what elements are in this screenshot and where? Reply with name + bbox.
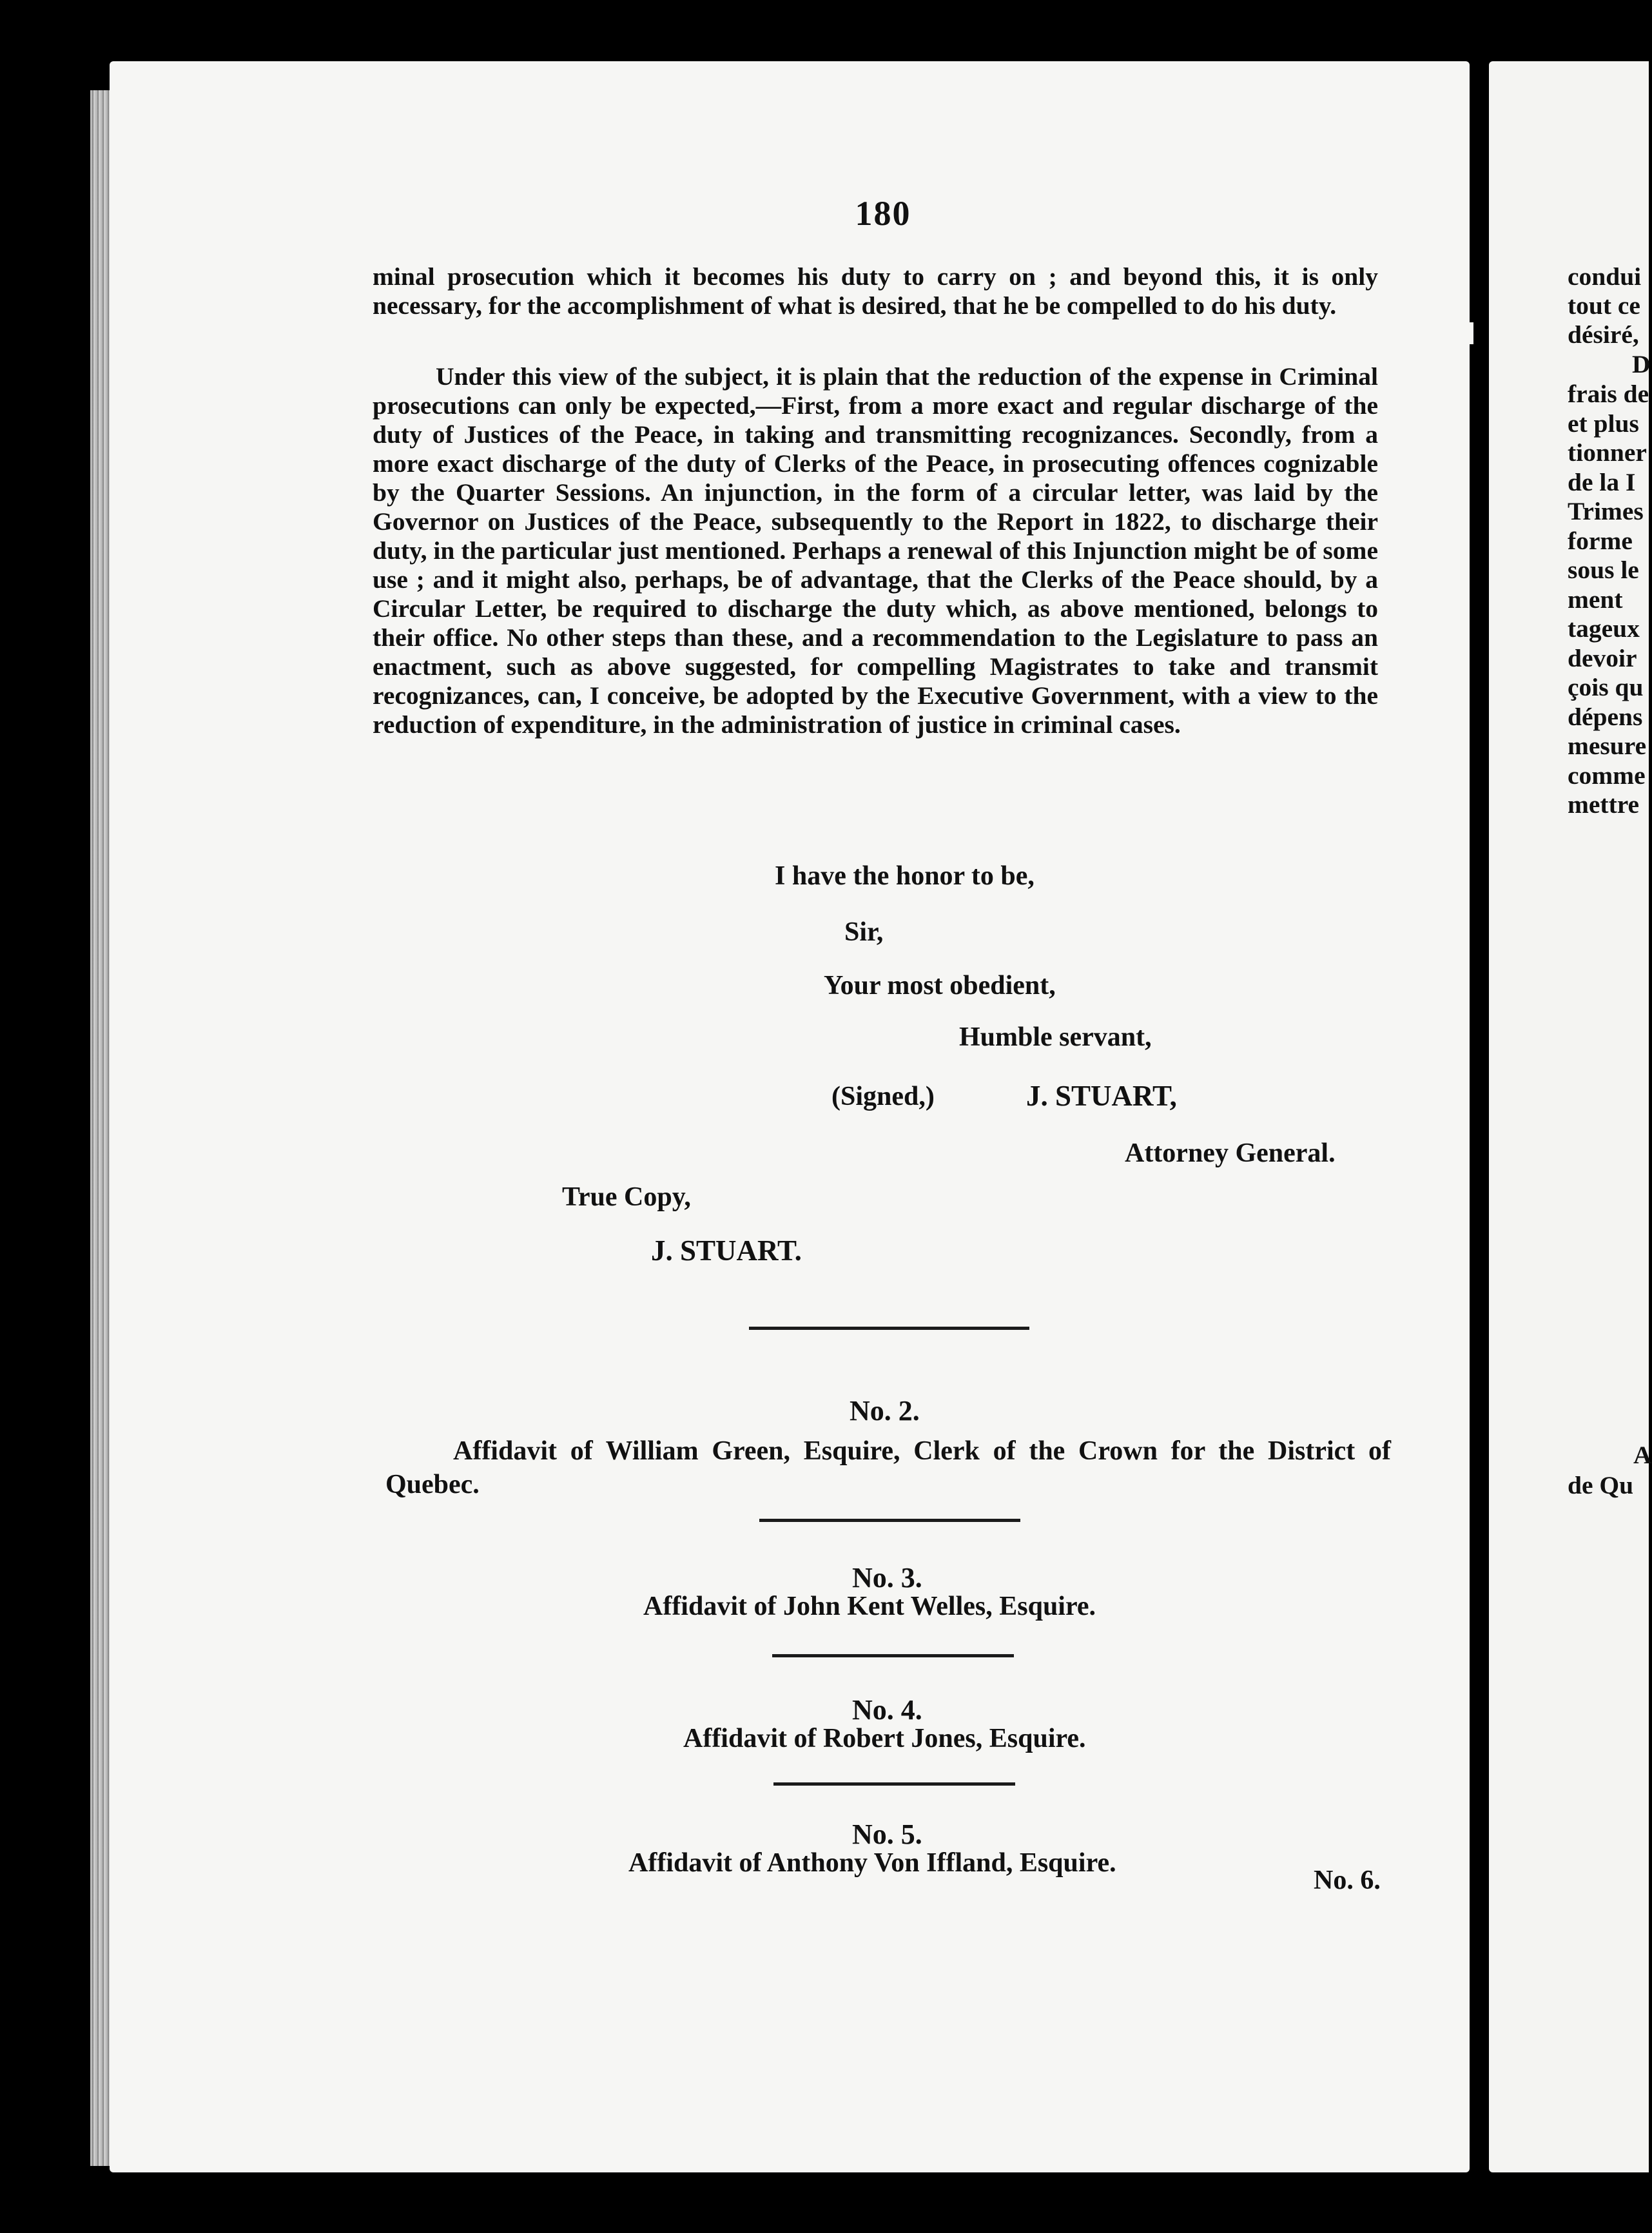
closing-servant: Humble servant,: [959, 1022, 1152, 1052]
facing-affidavit-line: A: [1633, 1441, 1652, 1469]
facing-line: tout ce: [1568, 291, 1640, 320]
facing-line: D: [1632, 350, 1651, 378]
section-divider: [759, 1519, 1020, 1522]
facing-line: dépens: [1568, 703, 1643, 731]
true-copy-name: J. STUART.: [651, 1234, 802, 1267]
true-copy-label: True Copy,: [562, 1182, 691, 1212]
closing-honor: I have the honor to be,: [775, 861, 1035, 891]
facing-line: mettre: [1568, 790, 1640, 819]
right-page: [1489, 61, 1649, 2172]
spine-tab: [1462, 322, 1473, 344]
section-divider: [772, 1654, 1014, 1657]
facing-line: forme: [1568, 527, 1633, 555]
page-number: 180: [855, 194, 911, 233]
facing-line: ment: [1568, 585, 1623, 614]
facing-line: de la I: [1568, 468, 1636, 496]
affidavit-text-4: Affidavit of Robert Jones, Esquire.: [683, 1724, 1086, 1753]
catchword: No. 6.: [1314, 1866, 1381, 1895]
affidavit-text-3: Affidavit of John Kent Welles, Esquire.: [643, 1592, 1096, 1621]
closing-obedient: Your most obedient,: [824, 971, 1056, 1000]
facing-line: et plus: [1568, 409, 1639, 438]
section-divider: [773, 1782, 1015, 1786]
facing-line: tageux: [1568, 614, 1640, 643]
closing-signed: (Signed,): [831, 1082, 935, 1111]
facing-line: tionner: [1568, 438, 1647, 467]
facing-line: condui: [1568, 262, 1642, 291]
facing-line: frais de: [1568, 380, 1649, 408]
paragraph-continuation: minal prosecution which it becomes his duty to carry on ; and beyond this, it is only necessary, for the accomplishment of what is desired, that he be compelled to do his duty.: [373, 262, 1378, 320]
paragraph-expense: Under this view of the subject, it is plain that the reduction of the expense in Criminal prosecutions can only be expected,—First, from a more exact and regular discharge of the duty of Justices of the Peace, in taking and transmitting recognizances. Secondly, from a more exact discharge of the duty of Clerks of the Peace, in prosecuting offences cognizable by the Quarter Sessions. An injunction, in the form of a circular letter, was laid by the Governor on Justices of the Peace, subsequently to the Report in 1822, to discharge their duty, in the particular just mentioned. Perhaps a renewal of this Injunction might be of some use ; and it might also, perhaps, be of advantage, that the Clerks of the Peace should, by a Circular Letter, be required to discharge the duty which, as above mentioned, belongs to their office. No other steps than these, and a recommendation to the Legislature to pass an enactment, such as above suggested, for compelling Magistrates to take and transmit recognizances, can, I conceive, be adopted by the Executive Government, with a view to the reduction of expenditure, in the administration of justice in criminal cases.: [373, 362, 1378, 739]
facing-line: comme: [1568, 761, 1646, 790]
facing-line: sous le: [1568, 556, 1639, 584]
facing-affidavit-line: de Qu: [1568, 1471, 1634, 1499]
facing-line: désiré,: [1568, 320, 1639, 349]
affidavit-text-5: Affidavit of Anthony Von Iffland, Esquire.: [628, 1848, 1116, 1878]
affidavit-number-4: No. 4.: [852, 1694, 922, 1726]
signatory-title: Attorney General.: [1125, 1138, 1336, 1168]
signatory-name: J. STUART,: [1026, 1080, 1177, 1112]
facing-line: Trimes: [1568, 497, 1644, 525]
affidavit-number-2: No. 2.: [850, 1395, 920, 1427]
facing-line: çois qu: [1568, 673, 1644, 701]
section-divider: [749, 1327, 1029, 1330]
affidavit-number-3: No. 3.: [852, 1562, 922, 1594]
facing-line: mesure: [1568, 732, 1647, 760]
affidavit-text-2: Affidavit of William Green, Esquire, Clerk of the Crown for the District of Quebec.: [385, 1436, 1391, 1499]
affidavit-number-5: No. 5.: [852, 1819, 922, 1850]
closing-salutation: Sir,: [844, 917, 884, 947]
facing-line: devoir: [1568, 644, 1637, 672]
